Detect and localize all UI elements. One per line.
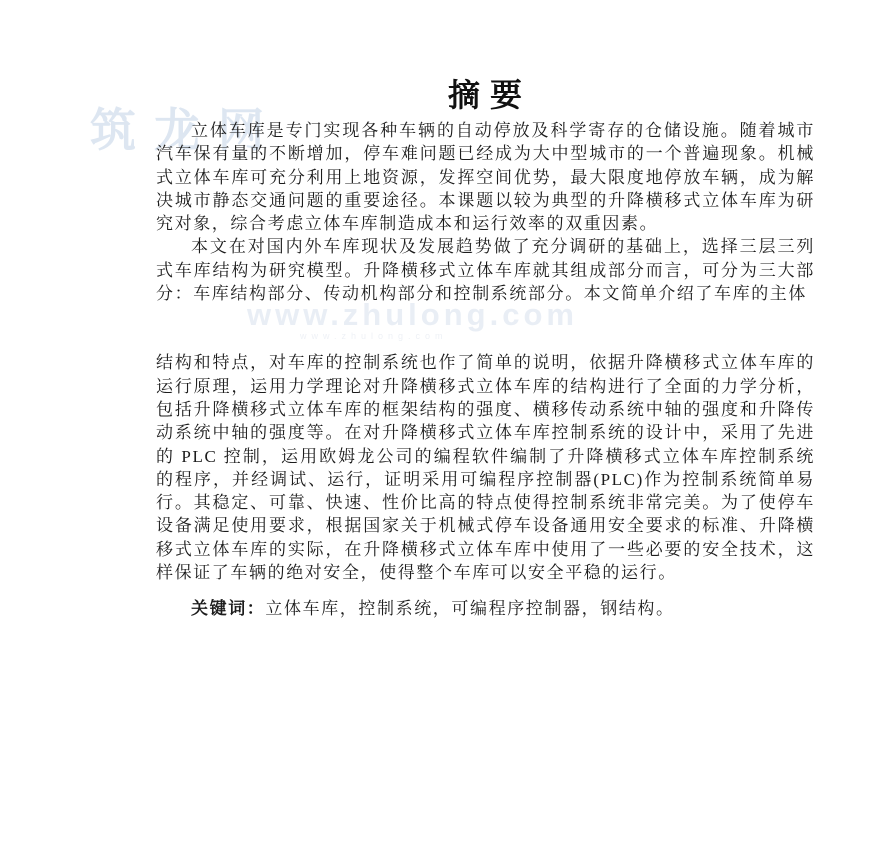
keywords-text: 立体车库，控制系统，可编程序控制器，钢结构。 (265, 599, 675, 619)
site-url-watermark-small: www.zhulong.com (300, 331, 448, 341)
site-url-watermark: www.zhulong.com (247, 297, 578, 332)
abstract-paragraph-2: 本文在对国内外车库现状及发展趋势做了充分调研的基础上，选择三层三列式车库结构为研究模型。升降横移式立体车库就其组成部分而言，可分为三大部分：车库结构部分、传动机构部分和控制系统部分。本文简单介绍了车库的主体 (156, 237, 815, 304)
abstract-paragraph-3: 结构和特点，对车库的控制系统也作了简单的说明，依据升降横移式立体车库的运行原理，运用力学理论对升降横移式立体车库的结构进行了全面的力学分析，包括升降横移式立体车库的框架结构的强度、横移传动系统中轴的强度和升降传动系统中轴的强度等。在对升降横移式立体车库控制系统的设计中，采用了先进的 PLC 控制，运用欧姆龙公司的编程软件编制了升降横移式立体车库控制系统的程序，并经调试、运行，证明采用可编程序控制器(PLC)作为控制系统简单易行。其稳定、可靠、快速、性价比高的特点使得控制系统非常完美。为了使停车设备满足使用要求，根据国家关于机械式停车设备通用安全要求的标准、升降横移式立体车库的实际，在升降横移式立体车库中使用了一些必要的安全技术，这样保证了车辆的绝对安全，使得整个车库可以安全平稳的运行。 (156, 353, 815, 583)
keywords-label: 关键词： (191, 599, 266, 619)
page-title: 摘要 (447, 77, 532, 113)
abstract-body (156, 119, 815, 621)
abstract-paragraph-1: 立体车库是专门实现各种车辆的自动停放及科学寄存的仓储设施。随着城市汽车保有量的不断增加，停车难问题已经成为大中型城市的一个普遍现象。机械式立体车库可充分利用上地资源，发挥空间优势，最大限度地停放车辆，成为解决城市静态交通问题的重要途径。本课题以较为典型的升降横移式立体车库为研究对象，综合考虑立体车库制造成本和运行效率的双重因素。 (156, 121, 815, 234)
keywords-line (156, 597, 815, 620)
site-logo-watermark: 筑龙网 (90, 104, 282, 156)
